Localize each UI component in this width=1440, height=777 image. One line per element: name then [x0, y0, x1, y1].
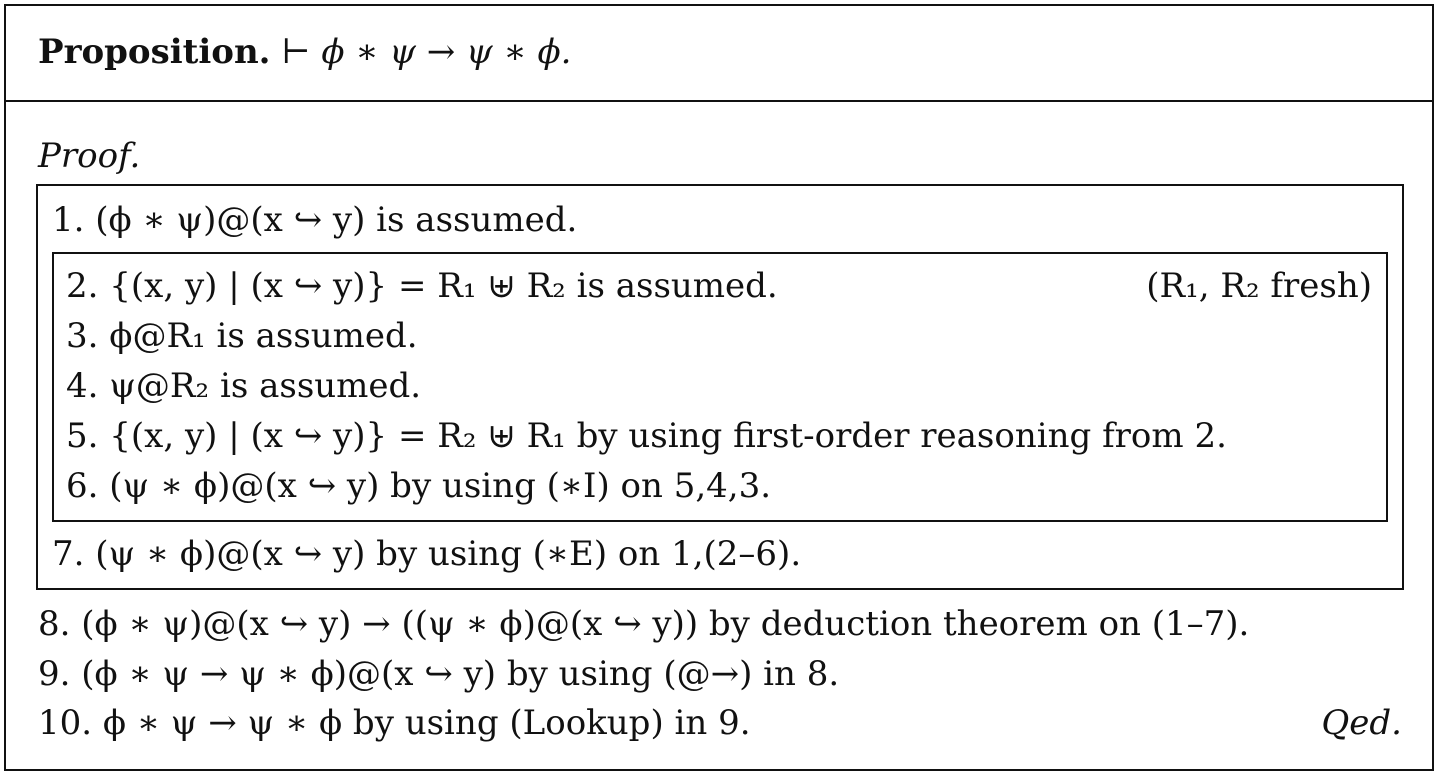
proof-line-9 — [38, 652, 839, 696]
proof-line-7 — [52, 532, 801, 576]
proof-line-8 — [38, 602, 1249, 646]
proposition-line — [38, 30, 571, 74]
proof-line-10 — [38, 701, 751, 745]
proof-line-3 — [66, 314, 418, 358]
proof-line-2 — [66, 264, 778, 308]
line-number: 2. — [66, 266, 99, 306]
line-number: 4. — [66, 366, 99, 406]
proposition-header — [6, 6, 1432, 102]
line-text: {(x, y) | (x ↪ y)} = R₂ ⊎ R₁ by using first-order reasoning from 2. — [109, 416, 1227, 456]
line-number: 9. — [38, 654, 71, 694]
line-text: ϕ ∗ ψ → ψ ∗ ϕ by using (Lookup) in 9. — [102, 703, 751, 743]
proof-line-6 — [66, 464, 771, 508]
line-number: 3. — [66, 316, 99, 356]
line-text: (ψ ∗ ϕ)@(x ↪ y) by using (∗E) on 1,(2–6). — [95, 534, 802, 574]
line-number: 7. — [52, 534, 85, 574]
fresh-note: (R₁, R₂ fresh) — [1146, 266, 1372, 306]
assumption-box-inner — [52, 252, 1388, 522]
proposition-label: Proposition. — [38, 32, 271, 72]
line-text: ϕ@R₁ is assumed. — [109, 316, 418, 356]
proposition-statement: ⊢ ϕ ∗ ψ → ψ ∗ ϕ. — [281, 32, 572, 72]
proof-line-4 — [66, 364, 421, 408]
line-text: {(x, y) | (x ↪ y)} = R₁ ⊎ R₂ is assumed. — [109, 266, 778, 306]
qed-mark: Qed. — [1321, 703, 1402, 743]
proposition-frame — [4, 4, 1434, 771]
proof-line-5 — [66, 414, 1227, 458]
proof-label: Proof. — [38, 136, 141, 176]
line-number: 8. — [38, 604, 71, 644]
line-number: 10. — [38, 703, 93, 743]
proof-line-1 — [52, 198, 577, 242]
line-number: 5. — [66, 416, 99, 456]
line-number: 1. — [52, 200, 85, 240]
line-text: ψ@R₂ is assumed. — [109, 366, 422, 406]
line-text: (ϕ ∗ ψ → ψ ∗ ϕ)@(x ↪ y) by using (@→) in 8. — [81, 654, 840, 694]
line-text: (ϕ ∗ ψ)@(x ↪ y) is assumed. — [95, 200, 578, 240]
line-text: (ϕ ∗ ψ)@(x ↪ y) → ((ψ ∗ ϕ)@(x ↪ y)) by deduction theorem on (1–7). — [81, 604, 1250, 644]
line-number: 6. — [66, 466, 99, 506]
line-text: (ψ ∗ ϕ)@(x ↪ y) by using (∗I) on 5,4,3. — [109, 466, 772, 506]
assumption-box-outer — [36, 184, 1404, 590]
